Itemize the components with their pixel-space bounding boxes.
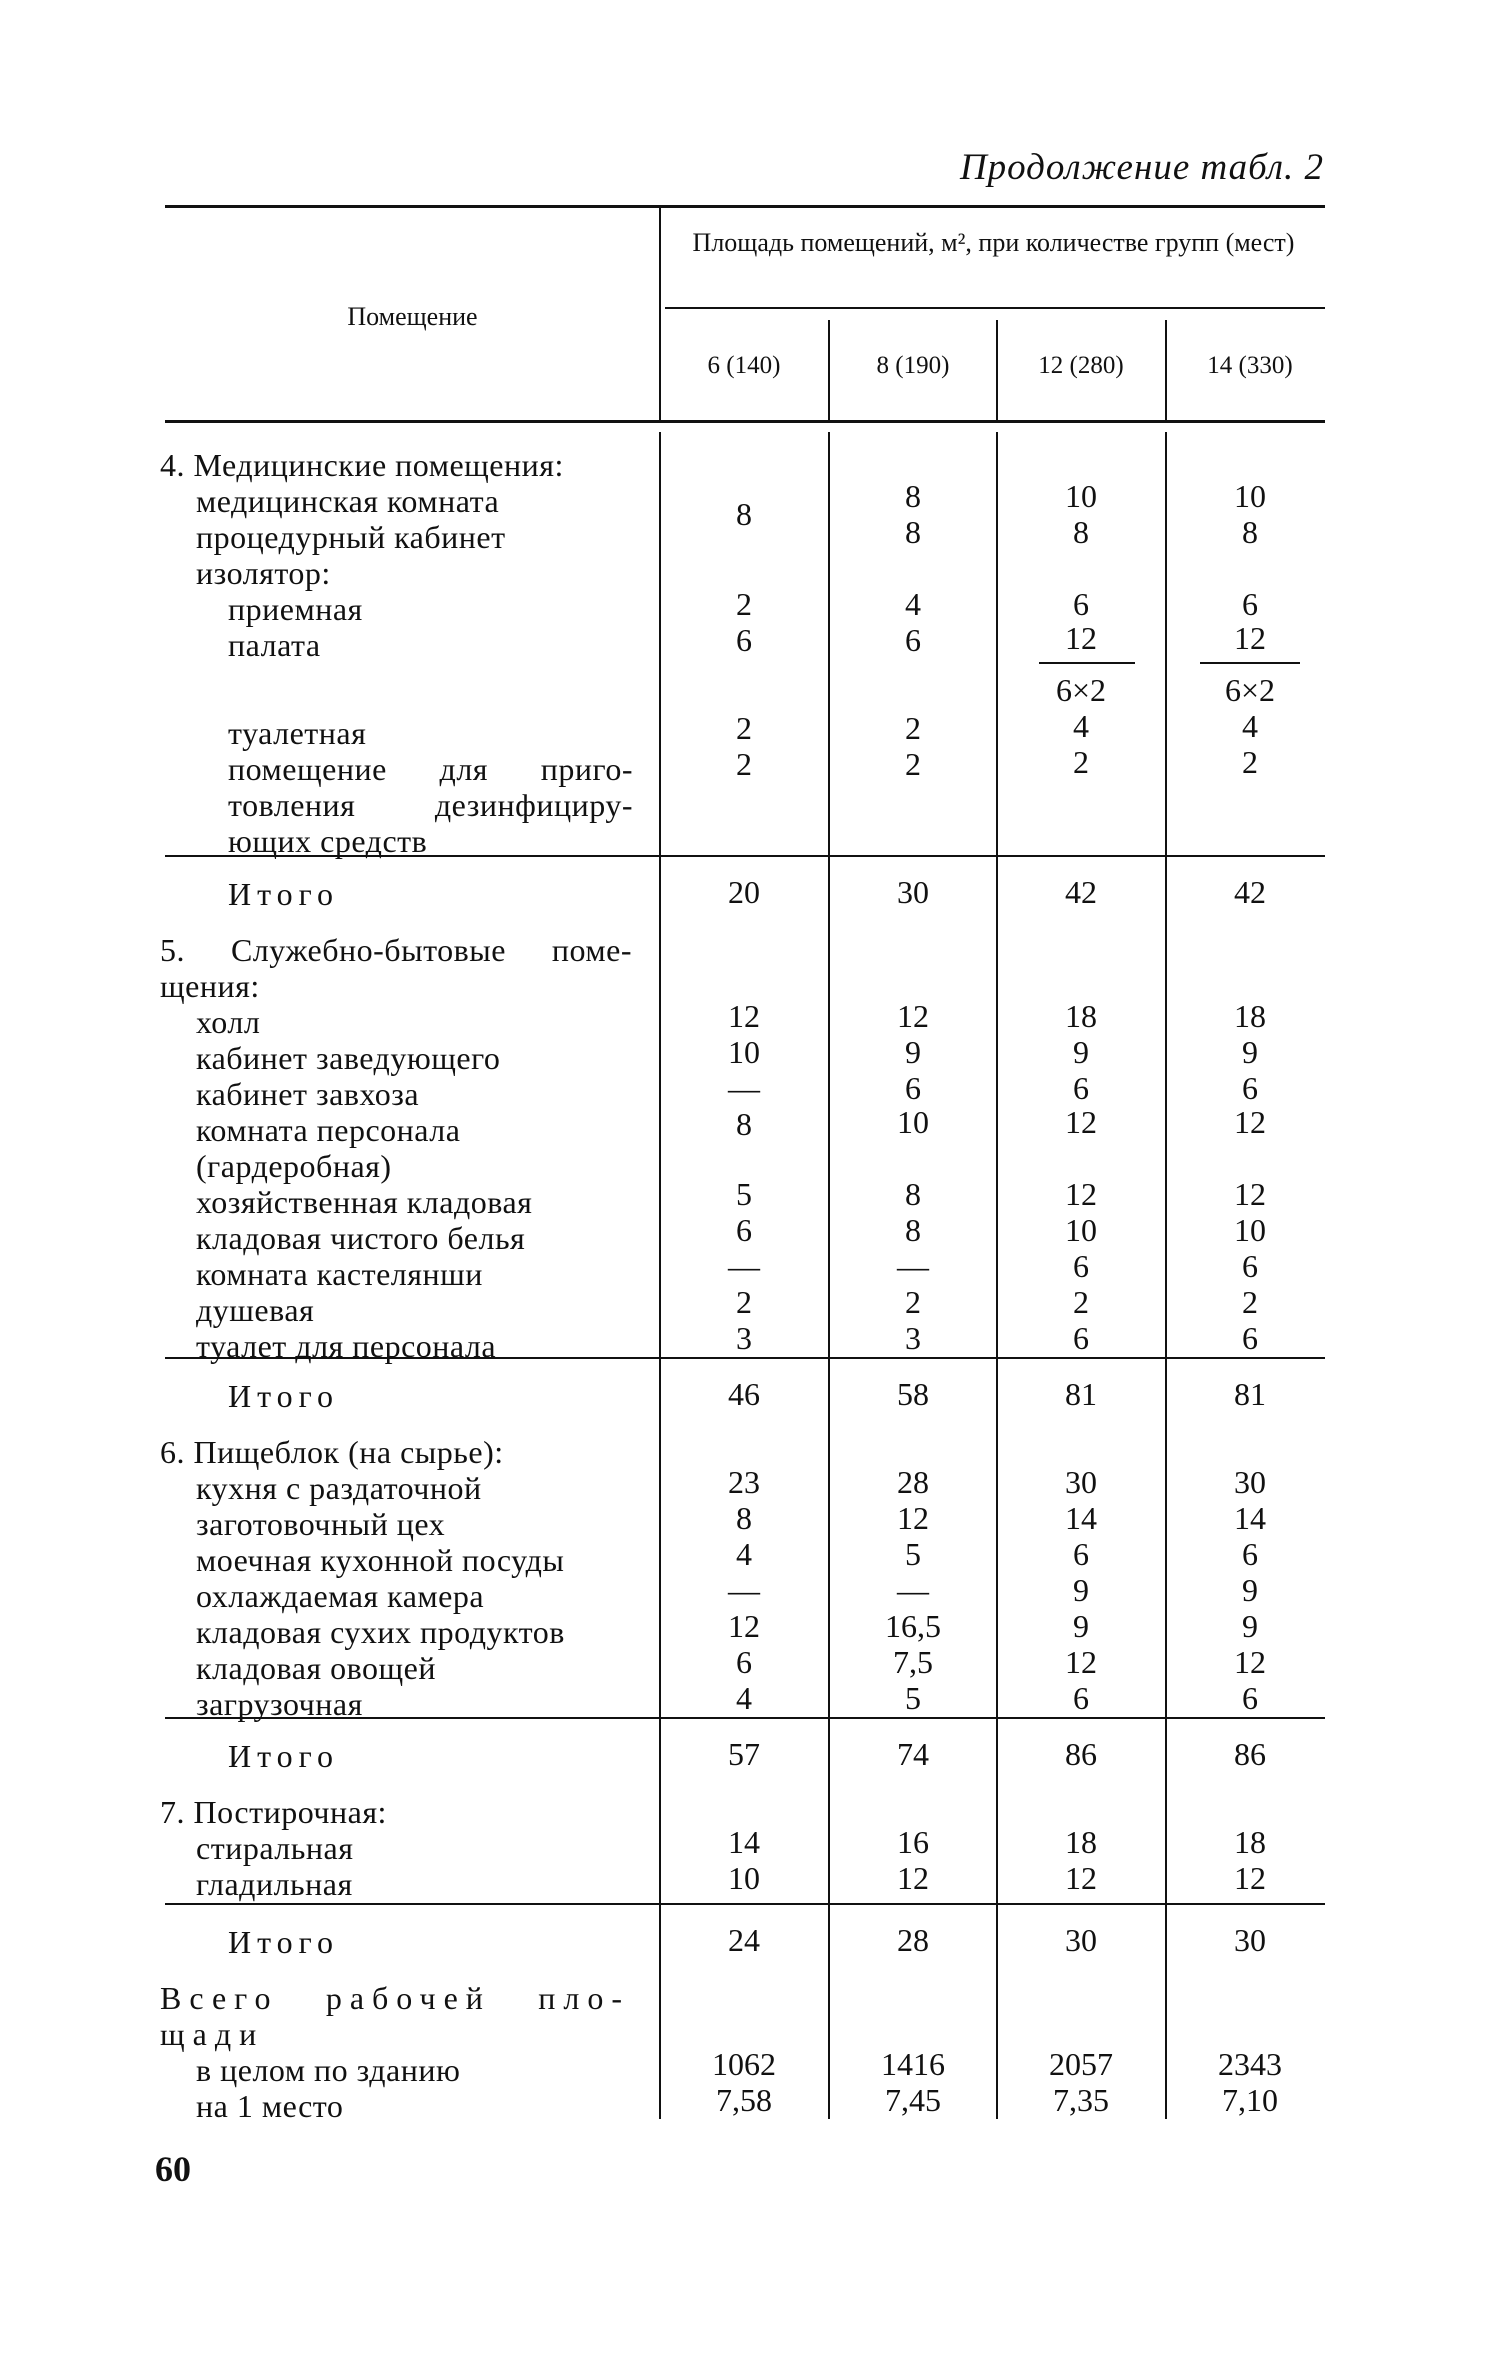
row-label: медицинская комната <box>196 483 500 519</box>
header-bottom-rule <box>165 420 1325 423</box>
row-label: в целом по зданию <box>196 2052 461 2088</box>
row-label: туалет для персонала <box>196 1328 497 1364</box>
cell: 6 <box>1242 1248 1258 1284</box>
cell: 18 <box>1234 1824 1266 1860</box>
total-cell: 74 <box>897 1736 929 1772</box>
fraction-line <box>1039 662 1135 664</box>
total-cell: 20 <box>728 874 760 910</box>
summary-title-cont: щади <box>160 2016 265 2052</box>
cell: 10 <box>728 1860 760 1896</box>
row-label: хозяйственная кладовая <box>196 1184 533 1220</box>
total-cell: 86 <box>1065 1736 1097 1772</box>
cell: 6 <box>736 1212 752 1248</box>
cell: 6 <box>1242 1536 1258 1572</box>
section-7-title: 7. Постирочная: <box>160 1794 387 1830</box>
cell: 9 <box>1242 1034 1258 1070</box>
cell: 6 <box>1073 1070 1089 1106</box>
cell: 6 <box>1073 1320 1089 1356</box>
row-label: гладильная <box>196 1866 353 1902</box>
cell: 12 <box>1234 1860 1266 1896</box>
row-label: на 1 место <box>196 2088 344 2124</box>
cell: 6 <box>1073 586 1089 622</box>
cell: 6 <box>1242 1680 1258 1716</box>
cell: — <box>897 1248 929 1284</box>
cell: 3 <box>736 1320 752 1356</box>
cell: 8 <box>1242 514 1258 550</box>
cell: 23 <box>728 1464 760 1500</box>
cell: 6 <box>1073 1248 1089 1284</box>
cell: 2 <box>1073 744 1089 780</box>
cell: 10 <box>1234 478 1266 514</box>
cell: 18 <box>1065 998 1097 1034</box>
row-label: кладовая чистого белья <box>196 1220 526 1256</box>
row-label: кабинет завхоза <box>196 1076 420 1112</box>
row-label: туалетная <box>228 715 367 751</box>
cell: — <box>897 1572 929 1608</box>
total-cell: 46 <box>728 1376 760 1412</box>
cell: 1062 <box>712 2046 776 2082</box>
cell: 10 <box>1234 1212 1266 1248</box>
cell: 30 <box>1065 1464 1097 1500</box>
cell: 6×2 <box>1224 672 1276 708</box>
header-col-4: 14 (330) <box>1207 352 1293 379</box>
cell: 7,10 <box>1222 2082 1278 2118</box>
cell: 2 <box>905 710 921 746</box>
cell: — <box>728 1572 760 1608</box>
cell: 4 <box>1073 708 1089 744</box>
header-col-1: 6 (140) <box>707 352 781 379</box>
row-label: приемная <box>228 591 363 627</box>
row-label: помещение для приго- <box>228 751 633 787</box>
cell: 12 <box>1065 620 1097 656</box>
row-label: загрузочная <box>196 1686 363 1722</box>
cell: 18 <box>1234 998 1266 1034</box>
cell: 12 <box>1065 1644 1097 1680</box>
cell: 8 <box>1073 514 1089 550</box>
row-label: комната кастелянши <box>196 1256 483 1292</box>
row-label: изолятор: <box>196 555 331 591</box>
cell: 6 <box>1242 586 1258 622</box>
section-4-title: 4. Медицинские помещения: <box>160 447 564 483</box>
cell: 6 <box>1242 1320 1258 1356</box>
total-cell: 58 <box>897 1376 929 1412</box>
cell: 5 <box>736 1176 752 1212</box>
cell: 8 <box>736 1500 752 1536</box>
header-area-title: Площадь помещений, м², при количестве групп (мест) <box>692 228 1295 257</box>
row-label: кабинет заведующего <box>196 1040 501 1076</box>
cell: 4 <box>1242 708 1258 744</box>
cell: 12 <box>1234 1176 1266 1212</box>
rule-section-7 <box>165 1903 1325 1905</box>
cell: 10 <box>728 1034 760 1070</box>
header-room: Помещение <box>347 302 478 331</box>
cell: 9 <box>1073 1034 1089 1070</box>
total-cell: 28 <box>897 1922 929 1958</box>
cell: 2 <box>736 1284 752 1320</box>
total-cell: 42 <box>1065 874 1097 910</box>
row-label: заготовочный цех <box>196 1506 446 1542</box>
cell: 2 <box>736 586 752 622</box>
section-7-total-label: Итого <box>228 1924 339 1960</box>
cell: 12 <box>1234 620 1266 656</box>
cell: 7,45 <box>885 2082 941 2118</box>
total-cell: 42 <box>1234 874 1266 910</box>
cell: 2057 <box>1049 2046 1113 2082</box>
row-label: ющих средств <box>228 823 428 859</box>
cell: 2 <box>736 746 752 782</box>
cell: 9 <box>905 1034 921 1070</box>
cell: 6×2 <box>1055 672 1107 708</box>
row-label: палата <box>228 627 321 663</box>
cell: 5 <box>905 1536 921 1572</box>
table-top-rule <box>165 205 1325 208</box>
cell: 1416 <box>881 2046 945 2082</box>
cell: 2 <box>905 746 921 782</box>
cell: 2343 <box>1218 2046 1282 2082</box>
cell: 6 <box>736 622 752 658</box>
cell: 8 <box>905 1212 921 1248</box>
total-cell: 81 <box>1234 1376 1266 1412</box>
row-label: товления дезинфициру- <box>228 787 633 823</box>
total-cell: 86 <box>1234 1736 1266 1772</box>
cell: 12 <box>897 1500 929 1536</box>
cell: 30 <box>1234 1464 1266 1500</box>
cell: 9 <box>1073 1608 1089 1644</box>
section-6-title: 6. Пищеблок (на сырье): <box>160 1434 504 1470</box>
row-label: холл <box>196 1004 261 1040</box>
cell: 12 <box>1065 1104 1097 1140</box>
cell: 10 <box>897 1104 929 1140</box>
header-sub-rule <box>665 307 1325 309</box>
cell: 12 <box>728 1608 760 1644</box>
cell: 6 <box>1073 1680 1089 1716</box>
cell: 4 <box>905 586 921 622</box>
cell: 8 <box>736 496 752 532</box>
cell: 8 <box>905 1176 921 1212</box>
summary-title: Всего рабочей пло- <box>160 1980 630 2016</box>
page-number: 60 <box>155 2149 191 2189</box>
section-5-title: 5. Служебно-бытовые поме- <box>160 932 632 968</box>
cell: 28 <box>897 1464 929 1500</box>
cell: 5 <box>905 1680 921 1716</box>
row-label: моечная кухонной посуды <box>196 1542 565 1578</box>
cell: — <box>728 1248 760 1284</box>
row-label: стиральная <box>196 1830 354 1866</box>
section-6-total-label: Итого <box>228 1738 339 1774</box>
total-cell: 30 <box>1065 1922 1097 1958</box>
cell: 10 <box>1065 478 1097 514</box>
total-cell: 81 <box>1065 1376 1097 1412</box>
cell: 8 <box>905 514 921 550</box>
cell: — <box>728 1070 760 1106</box>
cell: 2 <box>1242 1284 1258 1320</box>
total-cell: 57 <box>728 1736 760 1772</box>
cell: 16,5 <box>885 1608 941 1644</box>
row-label: душевая <box>196 1292 315 1328</box>
cell: 8 <box>736 1106 752 1142</box>
cell: 6 <box>1073 1536 1089 1572</box>
row-label: кухня с раздаточной <box>196 1470 482 1506</box>
cell: 12 <box>728 998 760 1034</box>
cell: 14 <box>1234 1500 1266 1536</box>
cell: 9 <box>1242 1608 1258 1644</box>
cell: 12 <box>897 998 929 1034</box>
cell: 14 <box>1065 1500 1097 1536</box>
row-label: кладовая сухих продуктов <box>196 1614 565 1650</box>
row-label: охлаждаемая камера <box>196 1578 485 1614</box>
cell: 7,58 <box>716 2082 772 2118</box>
cell: 12 <box>1065 1860 1097 1896</box>
cell: 2 <box>905 1284 921 1320</box>
cell: 4 <box>736 1680 752 1716</box>
cell: 12 <box>1234 1104 1266 1140</box>
cell: 12 <box>1065 1176 1097 1212</box>
cell: 18 <box>1065 1824 1097 1860</box>
cell: 2 <box>736 710 752 746</box>
row-label: (гардеробная) <box>196 1148 392 1184</box>
cell: 12 <box>897 1860 929 1896</box>
cell: 6 <box>905 622 921 658</box>
row-label: процедурный кабинет <box>196 519 506 555</box>
cell: 16 <box>897 1824 929 1860</box>
total-cell: 24 <box>728 1922 760 1958</box>
cell: 9 <box>1073 1572 1089 1608</box>
cell: 7,5 <box>893 1644 933 1680</box>
row-label: кладовая овощей <box>196 1650 436 1686</box>
header-col-3: 12 (280) <box>1038 352 1124 379</box>
cell: 6 <box>1242 1070 1258 1106</box>
cell: 8 <box>905 478 921 514</box>
header-col-2: 8 (190) <box>876 352 950 379</box>
cell: 3 <box>905 1320 921 1356</box>
total-cell: 30 <box>897 874 929 910</box>
cell: 9 <box>1242 1572 1258 1608</box>
cell: 14 <box>728 1824 760 1860</box>
section-4-total-label: Итого <box>228 876 339 912</box>
cell: 10 <box>1065 1212 1097 1248</box>
cell: 2 <box>1073 1284 1089 1320</box>
section-5-title-cont: щения: <box>160 968 260 1004</box>
cell: 7,35 <box>1053 2082 1109 2118</box>
cell: 12 <box>1234 1644 1266 1680</box>
cell: 6 <box>736 1644 752 1680</box>
section-5-total-label: Итого <box>228 1378 339 1414</box>
table-caption: Продолжение табл. 2 <box>959 147 1324 188</box>
cell: 4 <box>736 1536 752 1572</box>
fraction-line <box>1200 662 1300 664</box>
cell: 6 <box>905 1070 921 1106</box>
row-label: комната персонала <box>196 1112 461 1148</box>
total-cell: 30 <box>1234 1922 1266 1958</box>
cell: 2 <box>1242 744 1258 780</box>
